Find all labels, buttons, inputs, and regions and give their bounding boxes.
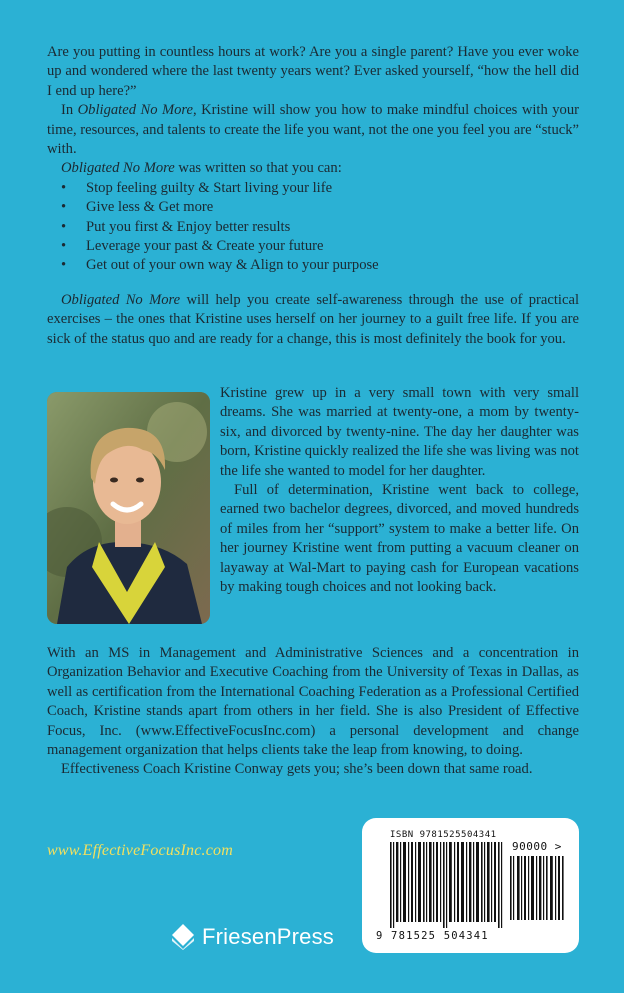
list-item: • Give less & Get more — [47, 198, 579, 217]
intro-paragraph-1: Are you putting in countless hours at work? Are you a single parent? Have you ever woke up and wondered where the last twenty years went? Ever asked yourself, “how the hell did I end up here?” — [47, 44, 579, 99]
bio-paragraph-4: Effectiveness Coach Kristine Conway gets you; she’s been down that same road. — [61, 761, 533, 778]
list-item: • Put you first & Enjoy better results — [47, 218, 579, 237]
book-title: Obligated No More — [77, 102, 194, 119]
list-intro: Obligated No More was written so that you can: — [61, 160, 342, 177]
list-item: • Stop feeling guilty & Start living your life — [47, 179, 579, 198]
price-code: 90000 > — [512, 840, 562, 853]
isbn-label: ISBN 9781525504341 — [390, 830, 497, 840]
book-title: Obligated No More — [61, 160, 175, 177]
book-title: Obligated No More — [61, 292, 181, 308]
intro-section — [47, 43, 579, 276]
publisher-name: FriesenPress — [202, 924, 334, 949]
list-item: • Leverage your past & Create your future — [47, 237, 579, 256]
bio-paragraph-3: With an MS in Management and Administrative Sciences and a concentration in Organization Behavior and Executive Coaching from the University of Texas in Dallas, as well as certification from the International Coaching Federation as a Professional Certified Coach, Kristine stands apart from others in her field. She is also President of Effective Focus, Inc. (www.EffectiveFocusInc.com) a personal development and change management organization that helps clients take the leap from knowing, to doing. — [47, 645, 579, 759]
barcode-bars-icon — [390, 842, 504, 928]
list-item: • Get out of your own way & Align to your purpose — [47, 256, 579, 275]
author-photo-icon — [47, 392, 210, 624]
barcode — [362, 818, 579, 953]
bio-top — [220, 384, 579, 597]
publisher-logo — [172, 924, 334, 950]
intro-paragraph-2: In Obligated No More, Kristine will show you how to make mindful choices with your time, resources, and talents to create the life you want, not the one you feel you are “stuck” with. — [47, 102, 579, 158]
bio-bottom — [47, 644, 579, 780]
intro-paragraph-3: Obligated No More will help you create self-awareness through the use of practical exercises – the ones that Kristine uses herself on her journey to a guilt free life. If you are sick of the status quo and are ready for a change, this is most definitely the book for you. — [47, 292, 579, 347]
price-barcode-bars-icon — [510, 856, 566, 920]
bio-paragraph-1: Kristine grew up in a very small town with very small dreams. She was married at twenty-one, a mom by twenty-six, and divorced by twenty-nine. The day her daughter was born, Kristine quickly realized the life she was living was not the life she wanted to model for her daughter. — [220, 385, 579, 479]
bio-paragraph-2: Full of determination, Kristine went back to college, earned two bachelor degrees, divorced, and moved hundreds of miles from her “support” system to make a better life. On her journey Kristine went from putting a vacuum cleaner on layaway at Wal-Mart to paying cash for European vacations by making tough choices and not looking back. — [220, 482, 579, 596]
barcode-digits: 9 781525 504341 — [376, 930, 489, 942]
website-link[interactable]: www.EffectiveFocusInc.com — [47, 842, 233, 859]
author-photo — [47, 392, 210, 624]
friesenpress-logo-icon — [172, 924, 194, 950]
benefits-list — [47, 179, 579, 276]
